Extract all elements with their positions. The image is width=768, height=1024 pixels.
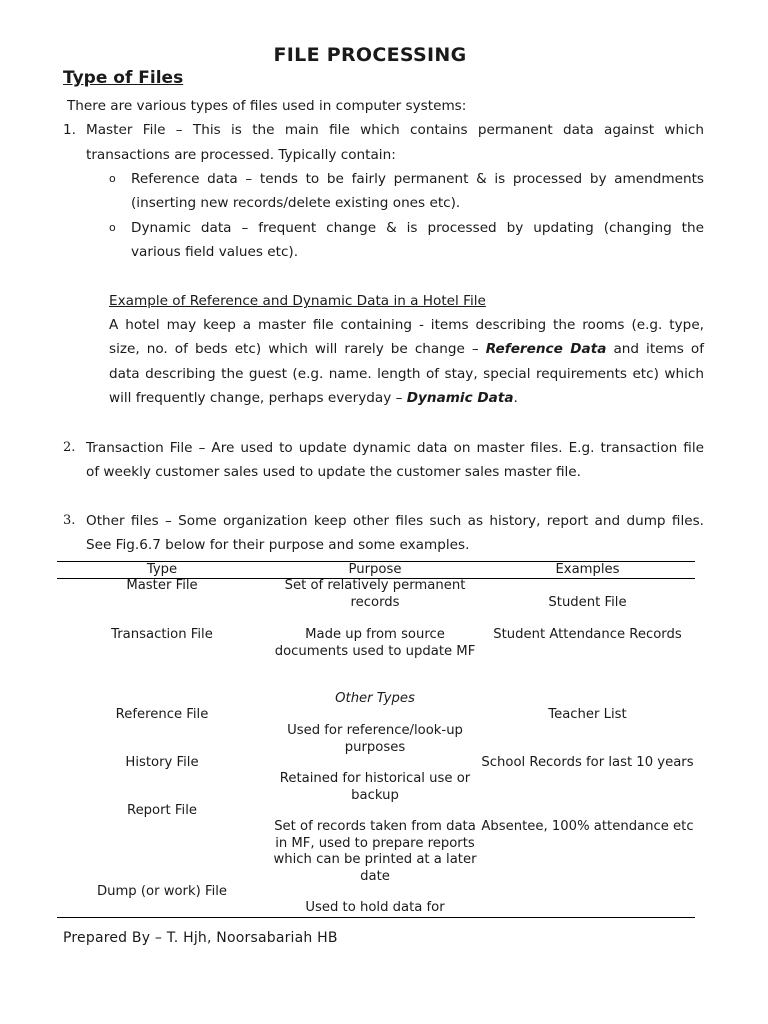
table-cell-type: Transaction File [111,627,213,642]
table-bottom-rule [57,917,695,918]
table-cell-example: School Records for last 10 years [481,755,694,770]
bullet-text: Reference data – tends to be fairly permanent & is processed by amendments [131,171,704,187]
table-cell-example: Student Attendance Records [493,627,682,642]
table-cell-purpose: Set of records taken from data in MF, used to prepare reports which can be printed at a later date [273,819,477,884]
table-cell-type: Report File [127,803,197,818]
table-subheading-other-types: Other Types [335,691,415,706]
table-cell-purpose: Set of relatively permanent records [284,578,466,610]
footer-author: Prepared By – T. Hjh, Noorsabariah HB [63,930,338,946]
table-cell-type: History File [125,755,199,770]
emphasis-reference-data: Reference Data [485,341,607,357]
table-cell-purpose: Retained for historical use or backup [279,771,471,803]
section-heading: Type of Files [63,68,184,88]
table-cell-purpose: Used to hold data for [305,900,445,915]
item-text: Other files – Some organization keep other files such as history, report and dump files. [86,513,704,529]
item-text: transactions are processed. Typically contain: [86,147,396,163]
intro-text: There are various types of files used in computer systems: [67,98,467,114]
table-header-examples: Examples [555,562,620,577]
example-heading: Example of Reference and Dynamic Data in a Hotel File [109,293,486,309]
bullet-text: Dynamic data – frequent change & is processed by updating (changing the [131,220,704,236]
table-cell-type: Dump (or work) File [96,884,228,899]
example-text: A hotel may keep a master file containing - items describing the rooms (e.g. type, [109,317,704,333]
table-cell-purpose: Made up from source documents used to update MF [274,627,476,659]
table-cell-example: Absentee, 100% attendance etc [481,819,694,834]
item-number: 3. [63,513,76,528]
item-text: See Fig.6.7 below for their purpose and some examples. [86,537,470,553]
item-text: Master File – This is the main file which contains permanent data against which [86,122,704,138]
item-number: 1. [63,122,76,138]
bullet-text: various field values etc). [131,244,299,260]
table-cell-example: Teacher List [548,707,627,722]
table-cell-purpose: Used for reference/look-up purposes [287,723,463,755]
bullet-text: (inserting new records/delete existing ones etc). [131,195,461,211]
bullet-marker: o [109,172,116,185]
item-text: Transaction File – Are used to update dynamic data on master files. E.g. transaction file [86,440,704,456]
table-cell-type: Reference File [115,707,209,722]
emphasis-dynamic-data: Dynamic Data [406,390,514,406]
table-header-purpose: Purpose [348,562,402,577]
example-text: data describing the guest (e.g. name. length of stay, special requirements etc) which [109,366,704,382]
example-text: size, no. of beds etc) which will rarely be change – Reference Data and items of [109,341,705,357]
item-number: 2. [63,440,76,455]
table-header-type: Type [146,562,178,577]
item-text: of weekly customer sales used to update the customer sales master file. [86,464,581,480]
table-cell-type: Master File [126,578,198,593]
table-cell-example: Student File [548,595,627,610]
example-text: will frequently change, perhaps everyday – Dynamic Data. [109,390,518,406]
bullet-marker: o [109,221,116,234]
page-title: FILE PROCESSING [273,44,467,66]
